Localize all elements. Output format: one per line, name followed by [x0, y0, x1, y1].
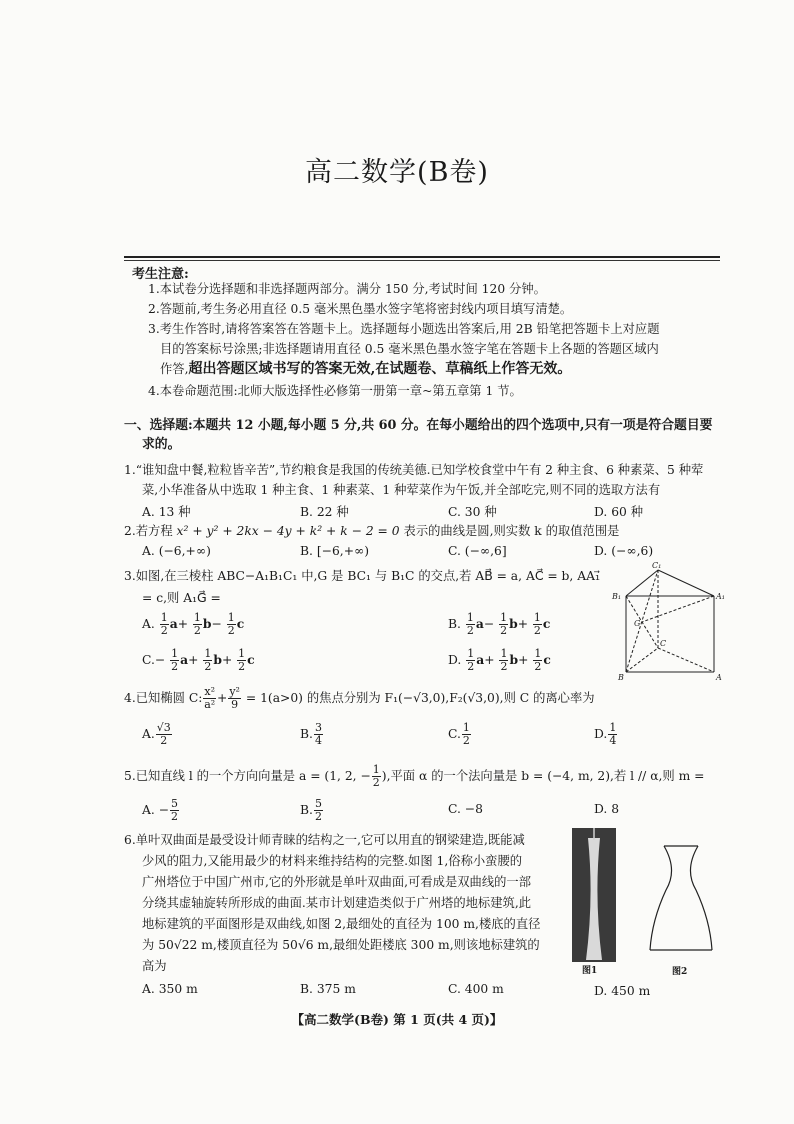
notice-item-3b: 目的答案标号涂黑;非选择题请用直径 0.5 毫米黑色墨水签字笔在答题卡上各题的答题区域内 [160, 342, 659, 356]
vector-b: b [509, 652, 519, 667]
fraction-num: 1 [372, 763, 380, 776]
fraction-num: 5 [171, 797, 179, 810]
section-heading-line2: 求的。 [142, 437, 181, 452]
q6-stem-line4: 分绕其虚轴旋转所形成的曲面.某市计划建造类似于广州塔的地标建筑,此 [142, 896, 532, 910]
vector-c: c [236, 616, 245, 631]
q5-option-a-label: A. − [142, 803, 170, 817]
prism-hidden-edge [658, 648, 714, 672]
q6-stem-line5: 地标建筑的平面图形是双曲线,如图 2,最细处的直径为 100 m,楼底的直径 [142, 917, 541, 931]
fraction-num: 5 [314, 797, 322, 810]
q6-stem-line1: 6.单叶双曲面是最受设计师青睐的结构之一,它可以用直的钢梁建造,既能减 [124, 833, 525, 847]
q5-option-d: D. 8 [594, 802, 620, 816]
prism-diagonal [642, 596, 714, 622]
operator: + [188, 653, 199, 667]
prism-edge [626, 570, 658, 596]
figure-2-caption: 图2 [672, 967, 688, 977]
q3-stem-line2: = c,则 A₁G⃗ = [142, 591, 221, 605]
hyperbola-left-branch [650, 846, 672, 950]
fraction-num: y² [229, 685, 240, 698]
fraction [499, 648, 508, 673]
vector-a: a [476, 652, 485, 667]
q6-stem-line2: 少风的阻力,又能用最少的材料来维持结构的完整.如图 1,俗称小蛮腰的 [142, 854, 523, 868]
hyperbola-right-branch [690, 846, 712, 950]
fraction [372, 764, 381, 789]
q5-stem-pre: 5.已知直线 l 的一个方向向量是 a = (1, 2, − [124, 769, 371, 783]
fraction [160, 612, 169, 637]
fraction-den: 2 [204, 660, 212, 673]
fraction-den: 2 [160, 734, 168, 747]
fraction-den: 2 [171, 660, 179, 673]
prism-label: A [716, 673, 722, 682]
notice-item-3a: 3.考生作答时,请将答案答在答题卡上。选择题每小题选出答案后,用 2B 铅笔把答题卡上对应题 [148, 322, 660, 336]
fraction-den: 2 [534, 660, 542, 673]
q2-equation: x² + y² + 2kx − 4y + k² + k − 2 = 0 [176, 524, 400, 538]
fraction-num: 1 [533, 611, 541, 624]
fraction-den: 2 [500, 624, 508, 637]
operator: − [483, 617, 495, 631]
fraction [237, 648, 246, 673]
fraction-den: 4 [314, 734, 322, 747]
fraction-num: 1 [466, 611, 474, 624]
fraction [170, 648, 179, 673]
fraction-den: 2 [533, 624, 541, 637]
q4-option-a [142, 722, 173, 747]
tower-photo [572, 828, 616, 962]
q2-option-c: C. (−∞,6] [448, 544, 507, 558]
operator: + [517, 617, 528, 631]
q2-stem-pre: 2.若方程 [124, 524, 177, 538]
operator: + [177, 617, 188, 631]
fraction [193, 612, 202, 637]
fraction [462, 722, 471, 747]
prism-diagonal [626, 570, 658, 672]
fraction-den: 2 [227, 624, 235, 637]
operator: + [221, 653, 233, 667]
notice-item-3c-text: 作答, [160, 362, 189, 376]
fraction-num: 1 [227, 611, 235, 624]
prism-edge [658, 570, 714, 596]
q6-option-a: A. 350 m [142, 982, 198, 996]
vector-c: c [247, 652, 255, 667]
q5-option-b [300, 798, 324, 823]
fraction-num: 1 [462, 721, 470, 734]
fraction [533, 648, 542, 673]
q4-option-d-label: D. [594, 727, 608, 741]
q3-option-a [142, 612, 244, 637]
q6-option-b: B. 375 m [300, 982, 356, 996]
q1-option-b: B. 22 种 [300, 505, 349, 519]
notice-heading: 考生注意: [132, 267, 189, 282]
vector-c: c [543, 652, 551, 667]
notice-emphasis: 超出答题区域书写的答案无效,在试题卷、草稿纸上作答无效。 [188, 361, 572, 377]
fraction-num: 1 [171, 647, 179, 660]
fraction-den: 2 [238, 660, 246, 673]
notice-item-4: 4.本卷命题范围:北师大版选择性必修第一册第一章~第五章第 1 节。 [148, 384, 522, 398]
q1-option-a: A. 13 种 [142, 505, 191, 519]
q3-option-d [448, 648, 551, 673]
figure-1-caption: 图1 [582, 966, 598, 976]
q3-option-a-label: A. [142, 617, 155, 631]
fraction-den: 2 [372, 776, 380, 789]
q5-option-b-label: B. [300, 803, 313, 817]
q5-stem-post: ),平面 α 的一个法向量是 b = (−4, m, 2),若 l // α,则 m = [381, 769, 705, 783]
q5-option-c: C. −8 [448, 802, 483, 816]
page-footer: 【高二数学(B卷) 第 1 页(共 4 页)】 [291, 1012, 503, 1027]
page-title: 高二数学(B卷) [305, 157, 489, 188]
vector-a: a [475, 616, 484, 631]
q4-option-d [594, 722, 618, 747]
fraction [314, 798, 323, 823]
q6-option-c: C. 400 m [448, 982, 504, 996]
hyperbola-figure [646, 840, 716, 956]
fraction [203, 648, 212, 673]
q3-stem-line1: 3.如图,在三棱柱 ABC−A₁B₁C₁ 中,G 是 BC₁ 与 B₁C 的交点,若 AB⃗ = a, AC⃗ = b, AA₁⃗ [124, 569, 600, 583]
q2-option-d: D. (−∞,6) [594, 544, 654, 558]
q2-option-b: B. [−6,+∞) [300, 544, 370, 558]
fraction [170, 798, 179, 823]
fraction [227, 612, 236, 637]
fraction-num: 1 [467, 647, 475, 660]
notice-item-3c [160, 359, 571, 379]
vector-a: a [180, 652, 189, 667]
fraction [499, 612, 508, 637]
q3-option-d-label: D. [448, 653, 462, 667]
notice-item-1: 1.本试卷分选择题和非选择题两部分。满分 150 分,考试时间 120 分钟。 [148, 282, 546, 296]
vector-b: b [202, 616, 212, 631]
fraction-den: 2 [500, 660, 508, 673]
fraction [533, 612, 542, 637]
fraction [608, 722, 617, 747]
q2-stem-post: 表示的曲线是圆,则实数 k 的取值范围是 [399, 524, 620, 538]
fraction-den: 2 [160, 624, 168, 637]
prism-label: B₁ [612, 592, 622, 601]
q1-option-d: D. 60 种 [594, 505, 644, 519]
q6-stem-line6: 为 50√22 m,楼顶直径为 50√6 m,最细处距楼底 300 m,则该地标建筑的 [142, 938, 540, 952]
vector-c: c [542, 616, 551, 631]
fraction-num: 1 [160, 611, 168, 624]
q4-option-b-label: B. [300, 727, 313, 741]
q4-option-c-label: C. [448, 727, 461, 741]
vector-b: b [213, 652, 222, 667]
fraction-den: 2 [193, 624, 201, 637]
q4-stem-pre: 4.已知椭圆 C: [124, 691, 203, 705]
fraction-num: √3 [156, 721, 171, 734]
fraction [228, 686, 241, 711]
header-rule [124, 256, 720, 258]
fraction-den: 2 [314, 810, 322, 823]
q6-stem-line7: 高为 [142, 959, 167, 973]
fraction-den: a² [204, 698, 216, 711]
q6-stem-line3: 广州塔位于中国广州市,它的外形就是单叶双曲面,可看成是双曲线的一部 [142, 875, 532, 889]
fraction [466, 648, 475, 673]
prism-figure [610, 560, 728, 682]
fraction-num: 3 [314, 721, 322, 734]
q4-option-a-label: A. [142, 727, 155, 741]
prism-label: C [660, 639, 667, 648]
fraction-den: 2 [462, 734, 470, 747]
fraction-num: 1 [204, 647, 212, 660]
header-rule-thin [124, 260, 720, 261]
operator: + [518, 653, 529, 667]
fraction-num: 1 [609, 721, 617, 734]
operator: − [154, 653, 166, 667]
vector-b: b [509, 616, 518, 631]
fraction-den: 2 [466, 624, 474, 637]
q3-option-c [142, 648, 255, 673]
operator: + [484, 653, 495, 667]
fraction-den: 4 [609, 734, 617, 747]
operator: + [217, 691, 228, 705]
prism-label: C₁ [652, 561, 662, 570]
fraction [203, 686, 216, 711]
q5-stem [124, 764, 704, 789]
q1-stem-line2: 菜,小华准备从中选取 1 种主食、1 种素菜、1 种荤菜作为午饭,并全部吃完,则不同的选取方法有 [142, 483, 661, 497]
fraction-den: 2 [467, 660, 475, 673]
q4-stem-post: = 1(a>0) 的焦点分别为 F₁(−√3,0),F₂(√3,0),则 C 的离心率为 [241, 691, 595, 705]
prism-label: G [634, 619, 641, 628]
fraction-num: 1 [534, 647, 542, 660]
q3-option-c-label: C. [142, 653, 155, 667]
prism-label: B [618, 673, 624, 682]
q4-option-c [448, 722, 472, 747]
fraction-num: 1 [500, 647, 508, 660]
vector-a: a [169, 616, 178, 631]
fraction-den: 9 [231, 698, 239, 711]
operator: − [211, 617, 222, 631]
q3-option-b-label: B. [448, 617, 461, 631]
notice-item-2: 2.答题前,考生务必用直径 0.5 毫米黑色墨水签字笔将密封线内项目填写清楚。 [148, 302, 573, 316]
prism-label: A₁ [716, 592, 725, 601]
fraction [466, 612, 475, 637]
q3-option-b [448, 612, 550, 637]
q4-stem [124, 686, 595, 711]
q1-stem-line1: 1.“谁知盘中餐,粒粒皆辛苦”,节约粮食是我国的传统美德.已知学校食堂中午有 2 种主食、6 种素菜、5 种荤 [124, 463, 704, 477]
q2-stem [124, 521, 619, 541]
q1-option-c: C. 30 种 [448, 505, 497, 519]
fraction [156, 722, 172, 747]
fraction [314, 722, 323, 747]
fraction-num: 1 [238, 647, 246, 660]
section-heading-line1: 一、选择题:本题共 12 小题,每小题 5 分,共 60 分。在每小题给出的四个选项中,只有一项是符合题目要 [124, 418, 713, 433]
q2-option-a: A. (−6,+∞) [142, 544, 211, 558]
q4-option-b [300, 722, 324, 747]
fraction-num: x² [204, 685, 216, 698]
fraction-num: 1 [500, 611, 508, 624]
q6-option-d: D. 450 m [594, 984, 651, 998]
prism-hidden-edge [626, 648, 658, 672]
fraction-num: 1 [193, 611, 201, 624]
fraction-den: 2 [171, 810, 179, 823]
q5-option-a [142, 798, 180, 823]
